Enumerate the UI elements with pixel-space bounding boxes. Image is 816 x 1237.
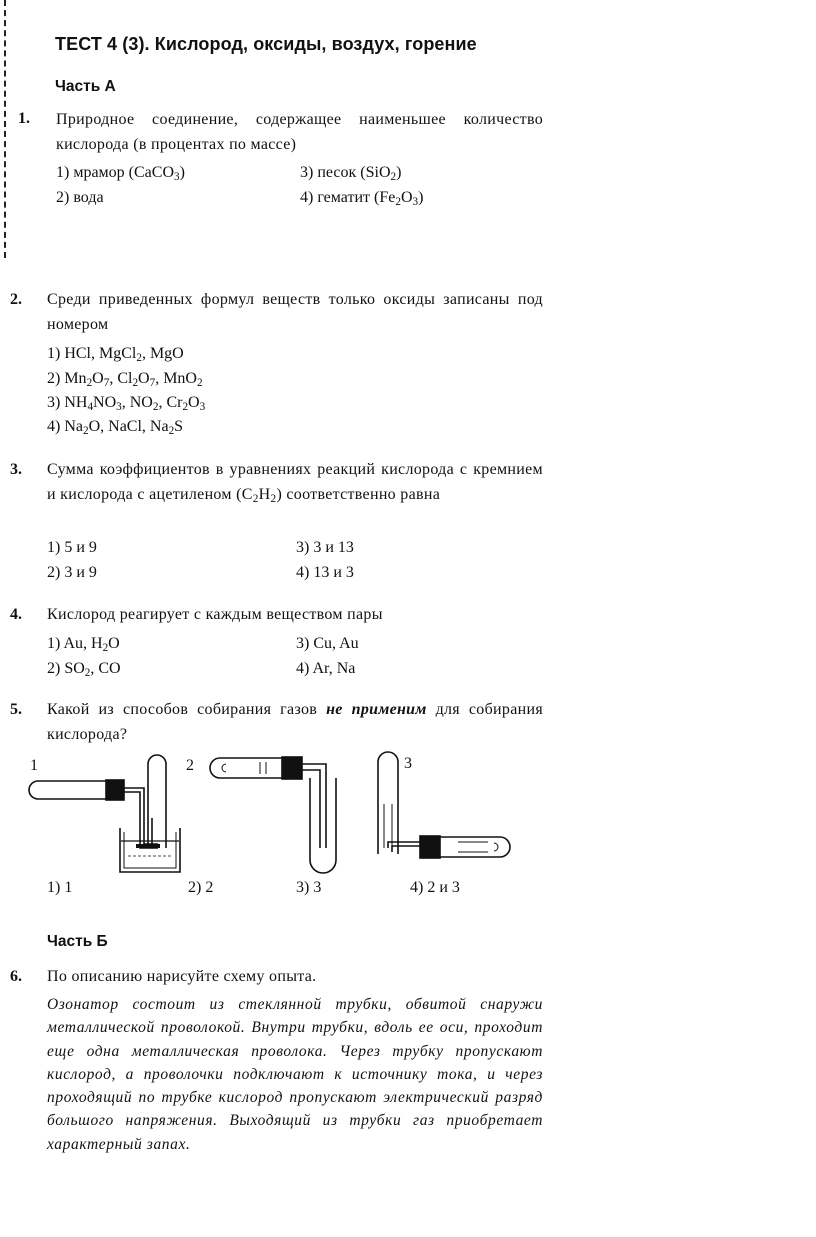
answer-option[interactable]: 1) 5 и 9 (47, 539, 97, 556)
apparatus-figure-1 (18, 748, 188, 878)
answer-option[interactable]: 3) $NH_4NO_3$, $NO_2$, $Cr_2O_3$ (47, 394, 206, 413)
question-text: По описанию нарисуйте схему опыта. (47, 968, 317, 985)
question-text (47, 697, 543, 747)
answer-option[interactable]: 1) Au, $H_2O$ (47, 635, 120, 654)
cut-line (4, 0, 6, 258)
figure-label: 2 (186, 757, 194, 774)
question-number: 3. (10, 461, 22, 478)
part-a-heading: Часть А (55, 78, 116, 95)
question-number: 1. (18, 110, 30, 127)
apparatus-figure-2 (200, 748, 360, 878)
answer-option[interactable]: 1) мрамор (CaCO$_3$) (56, 164, 185, 183)
answer-option[interactable]: 2) $Mn_2O_7$, $Cl_2O_7$, MnO$_2$ (47, 370, 203, 389)
answer-option[interactable]: 2) вода (56, 189, 104, 206)
answer-option[interactable]: 3) песок (SiO$_2$) (300, 164, 402, 183)
emphasis-text: не применим (326, 701, 427, 718)
question-text: Среди приведенных формул веществ только оксиды записаны под номером (47, 291, 543, 333)
answer-option[interactable]: 1) 1 (47, 879, 73, 896)
figure-label: 3 (404, 755, 412, 772)
question-number: 4. (10, 606, 22, 623)
question-text: Природное соединение, содержащее наименьшее количество кислорода (в процентах по массе) (56, 111, 543, 153)
answer-option[interactable]: 3) 3 и 13 (296, 539, 354, 556)
answer-option[interactable]: 4) $Na_2O$, NaCl, $Na_2S$ (47, 418, 184, 437)
question-text-part: для собирания кислорода? (47, 701, 543, 743)
question-text: Сумма коэффициентов в уравнениях реакций кислорода с кремнием и кислорода с ацетиленом $(C_2H_2)$ соответственно равна (47, 461, 543, 505)
figure-label: 1 (30, 757, 38, 774)
part-b-heading: Часть Б (47, 933, 108, 950)
experiment-description: Озонатор состоит из стеклянной трубки, обвитой снаружи металлической проволокой. Внутри трубки, вдоль ее оси, проходит еще одна металлическая проволока. Через трубку пропускают кислород, а проволочки подключают к источнику тока, и через проходящий по трубке кислород пропускают электрический разряд большого напряжения. Выходящий из трубки газ приобретает характерный запах. (47, 996, 543, 1153)
answer-option[interactable]: 1) HCl, MgCl$_2$, MgO (47, 345, 184, 364)
question-number: 5. (10, 701, 22, 718)
question-text-part: Какой из способов собирания газов (47, 701, 318, 718)
question-text: Кислород реагирует с каждым веществом пары (47, 606, 383, 623)
question-number: 6. (10, 968, 22, 985)
answer-option[interactable]: 4) Ar, Na (296, 660, 356, 677)
answer-option[interactable]: 4) 13 и 3 (296, 564, 354, 581)
question-number: 2. (10, 291, 22, 308)
answer-option[interactable]: 3) Cu, Au (296, 635, 359, 652)
answer-option[interactable]: 2) 2 (188, 879, 214, 896)
answer-option[interactable]: 4) 2 и 3 (410, 879, 460, 896)
page-title: ТЕСТ 4 (3). Кислород, оксиды, воздух, горение (55, 34, 477, 54)
answer-option[interactable]: 4) гематит $(Fe_2O_3)$ (300, 189, 424, 208)
answer-option[interactable]: 3) 3 (296, 879, 322, 896)
answer-option[interactable]: 2) $SO_2$, CO (47, 660, 121, 679)
apparatus-figure-3 (360, 744, 530, 879)
answer-option[interactable]: 2) 3 и 9 (47, 564, 97, 581)
